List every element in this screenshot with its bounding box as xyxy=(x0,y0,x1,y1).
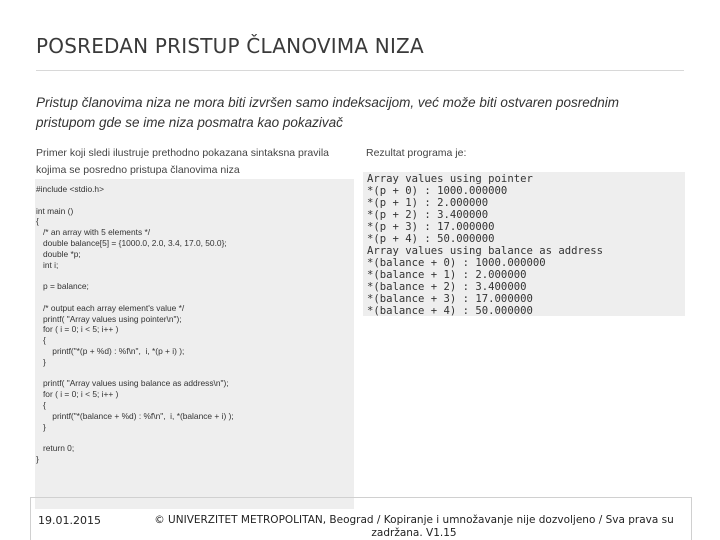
footer-divider xyxy=(30,497,692,498)
output-line: *(balance + 4) : 50.000000 xyxy=(367,305,533,317)
footer-copyright: © UNIVERZITET METROPOLITAN, Beograd / Kopiranje i umnožavanje nije dozvoljeno / Sva prava su zadržana. V1.15 xyxy=(154,514,674,539)
code-line: { xyxy=(36,335,46,346)
code-line: #include <stdio.h> xyxy=(36,184,104,194)
footer-date: 19.01.2015 xyxy=(38,514,101,527)
code-line: printf("*(balance + %d) : %f\n", i, *(balance + i) ); xyxy=(36,410,234,421)
code-line: for ( i = 0; i < 5; i++ ) xyxy=(36,389,119,400)
result-label: Rezultat programa je: xyxy=(366,147,467,159)
footer-right-border xyxy=(691,497,692,540)
slide-title: POSREDAN PRISTUP ČLANOVIMA NIZA xyxy=(36,34,424,58)
output-line: *(p + 2) : 3.400000 xyxy=(367,209,489,221)
code-line: double *p; xyxy=(36,248,81,259)
code-line: printf( "Array values using balance as address\n"); xyxy=(36,378,229,389)
output-line: *(balance + 3) : 17.000000 xyxy=(367,293,533,305)
output-line: *(balance + 1) : 2.000000 xyxy=(367,269,527,281)
code-line: /* an array with 5 elements */ xyxy=(36,227,151,238)
code-line xyxy=(36,270,352,281)
program-output xyxy=(367,173,603,317)
code-listing xyxy=(36,184,352,465)
code-line xyxy=(36,292,352,303)
intro-text: Pristup članovima niza ne mora biti izvršen samo indeksacijom, već može biti ostvaren posrednim pristupom gde se ime niza posmatra kao pokazivač xyxy=(36,95,619,130)
code-line xyxy=(36,368,352,379)
code-line: return 0; xyxy=(36,443,75,454)
output-line: *(balance + 2) : 3.400000 xyxy=(367,281,527,293)
output-line: *(p + 0) : 1000.000000 xyxy=(367,185,508,197)
output-line: *(p + 1) : 2.000000 xyxy=(367,197,489,209)
output-line: *(p + 3) : 17.000000 xyxy=(367,221,495,233)
code-line: double balance[5] = {1000.0, 2.0, 3.4, 17.0, 50.0}; xyxy=(36,237,227,248)
title-divider xyxy=(36,70,684,71)
code-line: { xyxy=(36,216,39,227)
code-line: int i; xyxy=(36,259,59,270)
code-line: } xyxy=(36,453,39,464)
code-line: printf( "Array values using pointer\n"); xyxy=(36,313,182,324)
code-line xyxy=(36,432,352,443)
code-line xyxy=(36,195,352,206)
code-line: } xyxy=(36,421,46,432)
code-line: /* output each array element's value */ xyxy=(36,302,185,313)
output-line: Array values using balance as address xyxy=(367,245,603,257)
code-line: } xyxy=(36,356,46,367)
output-line: *(p + 4) : 50.000000 xyxy=(367,233,495,245)
code-line: int main () xyxy=(36,205,74,216)
code-line: for ( i = 0; i < 5; i++ ) xyxy=(36,324,119,335)
footer-left-border xyxy=(30,497,31,540)
code-line: p = balance; xyxy=(36,281,89,292)
code-line: printf("*(p + %d) : %f\n", i, *(p + i) ); xyxy=(36,345,185,356)
code-line: { xyxy=(36,399,46,410)
output-line: *(balance + 0) : 1000.000000 xyxy=(367,257,546,269)
output-line: Array values using pointer xyxy=(367,173,533,185)
example-description: Primer koji sledi ilustruje prethodno pokazana sintaksna pravila kojima se posredno pristupa članovima niza xyxy=(36,147,329,176)
